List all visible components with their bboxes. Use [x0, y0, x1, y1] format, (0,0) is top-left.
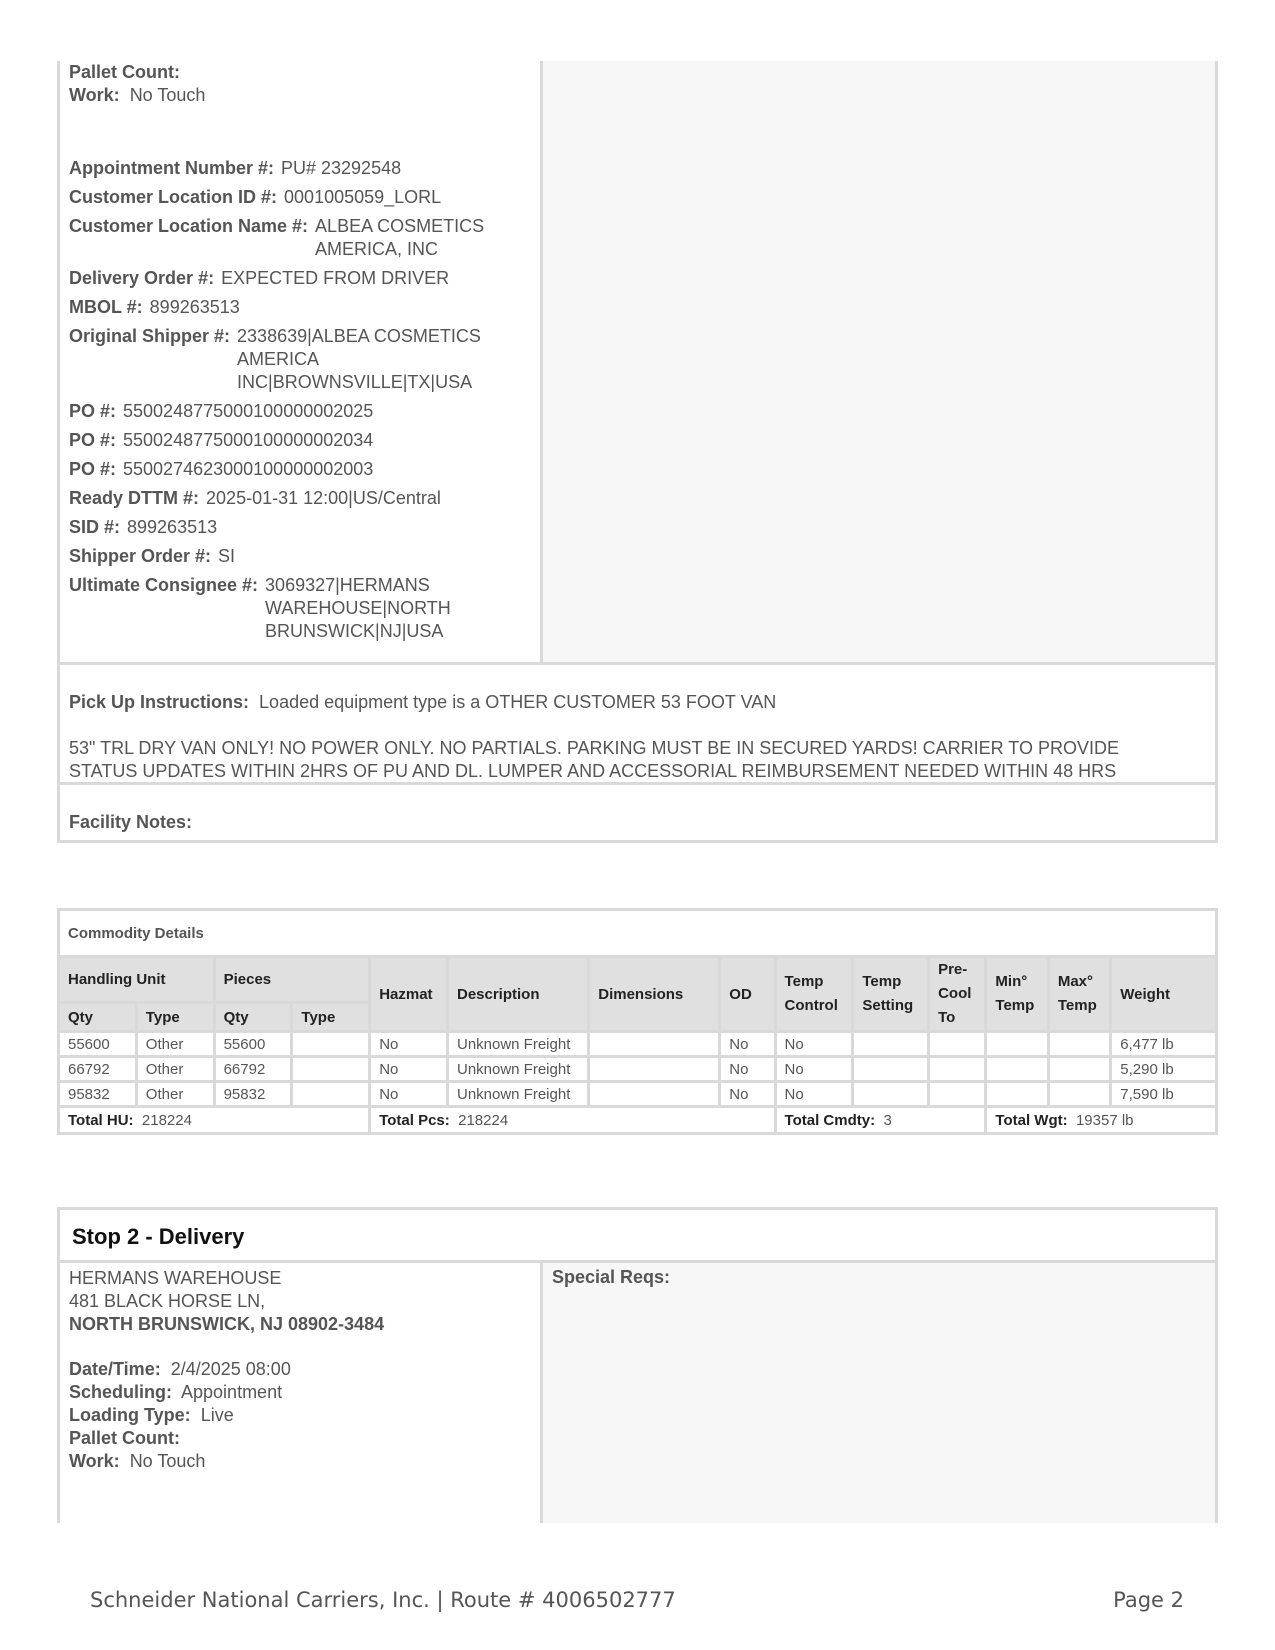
ref-row — [69, 516, 540, 539]
header-max-temp: Max° Temp — [1048, 957, 1110, 1032]
stop2-loading — [69, 1404, 540, 1427]
cell-temp-setting — [853, 1082, 929, 1107]
ref-value: 899263513 — [127, 517, 218, 537]
header-pre-cool: Pre-Cool To — [929, 957, 986, 1032]
cell-max-temp — [1048, 1082, 1110, 1107]
total-pcs — [370, 1107, 775, 1134]
pallet-count — [69, 61, 540, 84]
header-weight: Weight — [1111, 957, 1217, 1032]
ref-row — [69, 400, 540, 423]
ref-label: Ready DTTM #: — [69, 488, 200, 508]
totals-row — [59, 1107, 1217, 1134]
ref-row — [69, 545, 540, 568]
header-hu-qty: Qty — [59, 1003, 137, 1032]
header-hazmat: Hazmat — [370, 957, 448, 1032]
ref-row — [69, 487, 540, 510]
ref-label: Customer Location ID #: — [69, 187, 278, 207]
special-reqs-label: Special Reqs: — [552, 1267, 671, 1287]
cell-temp-control: No — [775, 1057, 853, 1082]
ref-label: Delivery Order #: — [69, 268, 215, 288]
commodity-table — [57, 908, 1218, 1135]
header-temp-control: Temp Control — [775, 957, 853, 1032]
ref-row — [69, 458, 540, 481]
stop2-pallet — [69, 1427, 540, 1450]
ref-row — [69, 267, 540, 290]
ref-label: SID #: — [69, 517, 121, 537]
cell-od: No — [720, 1082, 775, 1107]
stop2-section — [57, 1207, 1218, 1523]
stop2-title: Stop 2 - Delivery — [60, 1210, 1215, 1263]
cell-hu-type: Other — [136, 1032, 214, 1057]
work-value: No Touch — [129, 85, 206, 105]
ref-row — [69, 574, 540, 643]
table-row — [59, 1082, 1217, 1107]
total-pcs-label: Total Pcs: — [379, 1111, 450, 1129]
scheduling-label: Scheduling: — [69, 1382, 172, 1402]
facility-notes-label: Facility Notes: — [69, 812, 193, 832]
datetime-label: Date/Time: — [69, 1359, 161, 1379]
ref-label: PO #: — [69, 430, 117, 450]
cell-weight: 6,477 lb — [1111, 1032, 1217, 1057]
total-wgt — [986, 1107, 1217, 1134]
cell-od: No — [720, 1057, 775, 1082]
cell-max-temp — [1048, 1032, 1110, 1057]
ref-value: 5500248775000100000002034 — [123, 430, 374, 450]
total-hu-value: 218224 — [141, 1111, 192, 1129]
footer-text: Schneider National Carriers, Inc. | Route # 4006502777 — [90, 1588, 676, 1612]
ref-value: 550024877500010000000​2025 — [123, 401, 374, 421]
stop2-street: 481 BLACK HORSE LN, — [69, 1291, 266, 1311]
ref-label: Appointment Number #: — [69, 158, 274, 178]
cell-pc-qty: 66792 — [214, 1057, 292, 1082]
total-cmdty-value: 3 — [883, 1111, 892, 1129]
pickup-instructions — [60, 662, 1215, 785]
pickup-label: Pick Up Instructions: — [69, 692, 250, 712]
cell-description: Unknown Freight — [447, 1057, 588, 1082]
ref-label: Shipper Order #: — [69, 546, 212, 566]
table-row — [59, 1032, 1217, 1057]
cell-pre-cool — [929, 1057, 986, 1082]
header-dimensions: Dimensions — [589, 957, 720, 1032]
reference-list — [69, 157, 540, 643]
pickup-value: Loaded equipment type is a OTHER CUSTOMER 53 FOOT VAN — [259, 692, 777, 712]
cell-hu-type: Other — [136, 1057, 214, 1082]
cell-pc-qty: 95832 — [214, 1082, 292, 1107]
cell-dimensions — [589, 1032, 720, 1057]
ref-value: EXPECTED FROM DRIVER — [221, 268, 450, 288]
ref-label: MBOL #: — [69, 297, 143, 317]
pickup-line — [69, 691, 1206, 714]
ref-row — [69, 157, 540, 180]
stop2-work — [69, 1450, 540, 1473]
header-od: OD — [720, 957, 775, 1032]
header-description: Description — [447, 957, 588, 1032]
stop1-special-reqs-panel — [543, 61, 1215, 662]
stop2-city: NORTH BRUNSWICK, NJ 08902-3484 — [69, 1314, 385, 1334]
work — [69, 84, 540, 107]
pallet-count-label: Pallet Count: — [69, 62, 180, 82]
total-wgt-label: Total Wgt: — [995, 1111, 1068, 1129]
cell-min-temp — [986, 1057, 1048, 1082]
cell-hu-qty: 66792 — [59, 1057, 137, 1082]
cell-dimensions — [589, 1082, 720, 1107]
special-reqs-panel — [543, 1263, 1215, 1523]
cell-description: Unknown Freight — [447, 1082, 588, 1107]
stop2-details — [60, 1263, 543, 1523]
stop1-section — [57, 61, 1218, 843]
ref-value: 5500274623000100000002003 — [123, 459, 374, 479]
ref-value: 2338639|ALBEA COSMETICS AMERICA INC|BROWNSVILLE|TX|USA — [237, 326, 481, 392]
loading-value: Live — [200, 1405, 234, 1425]
ref-value: 3069327|HERMANS WAREHOUSE|NORTH BRUNSWICK|NJ|USA — [265, 575, 451, 641]
cell-od: No — [720, 1032, 775, 1057]
header-min-temp: Min° Temp — [986, 957, 1048, 1032]
cell-min-temp — [986, 1032, 1048, 1057]
header-handling-unit: Handling Unit — [59, 957, 215, 1003]
loading-label: Loading Type: — [69, 1405, 191, 1425]
cell-pc-type — [292, 1057, 370, 1082]
cell-max-temp — [1048, 1057, 1110, 1082]
cell-hazmat: No — [370, 1082, 448, 1107]
page-number: Page 2 — [1113, 1588, 1184, 1612]
ref-value: 2025-01-31 12:00|US/Central — [206, 488, 441, 508]
header-pieces: Pieces — [214, 957, 370, 1003]
stop2-work-label: Work: — [69, 1451, 120, 1471]
cell-temp-control: No — [775, 1082, 853, 1107]
ref-label: Original Shipper #: — [69, 326, 231, 346]
total-cmdty-label: Total Cmdty: — [784, 1111, 876, 1129]
cell-description: Unknown Freight — [447, 1032, 588, 1057]
ref-row — [69, 215, 540, 261]
ref-label: PO #: — [69, 401, 117, 421]
stop1-details — [60, 61, 543, 662]
cell-pre-cool — [929, 1082, 986, 1107]
ref-value: 899263513 — [149, 297, 240, 317]
cell-weight: 5,290 lb — [1111, 1057, 1217, 1082]
ref-row — [69, 186, 540, 209]
ref-value: SI — [218, 546, 236, 566]
ref-label: PO #: — [69, 459, 117, 479]
cell-min-temp — [986, 1082, 1048, 1107]
ref-row — [69, 325, 540, 394]
table-row — [59, 1057, 1217, 1082]
cell-hu-type: Other — [136, 1082, 214, 1107]
cell-weight: 7,590 lb — [1111, 1082, 1217, 1107]
datetime-value: 2/4/2025 08:00 — [170, 1359, 291, 1379]
pickup-notes: 53" TRL DRY VAN ONLY! NO POWER ONLY. NO PARTIALS. PARKING MUST BE IN SECURED YARDS! CARRIER TO PROVIDE STATUS UPDATES WITHIN 2HRS OF PU AND DL. LUMPER AND ACCESSORIAL REIMBURSEMENT NEEDED WITHIN 48 HRS — [69, 738, 1119, 781]
cell-pc-type — [292, 1082, 370, 1107]
header-temp-setting: Temp Setting — [853, 957, 929, 1032]
cell-hu-qty: 95832 — [59, 1082, 137, 1107]
cell-temp-setting — [853, 1032, 929, 1057]
total-hu — [59, 1107, 370, 1134]
ref-row — [69, 296, 540, 319]
cell-hazmat: No — [370, 1032, 448, 1057]
header-pc-qty: Qty — [214, 1003, 292, 1032]
ref-label: Customer Location Name #: — [69, 216, 309, 236]
total-pcs-value: 218224 — [458, 1111, 509, 1129]
ref-row — [69, 429, 540, 452]
cell-temp-setting — [853, 1057, 929, 1082]
commodity-title-cell — [59, 910, 1217, 957]
cell-hazmat: No — [370, 1057, 448, 1082]
ref-label: Ultimate Consignee #: — [69, 575, 259, 595]
ref-value: 0001005059_LORL — [284, 187, 442, 207]
cell-temp-control: No — [775, 1032, 853, 1057]
cell-pc-qty: 55600 — [214, 1032, 292, 1057]
stop2-work-value: No Touch — [129, 1451, 206, 1471]
cell-pre-cool — [929, 1032, 986, 1057]
header-hu-type: Type — [136, 1003, 214, 1032]
stop2-scheduling — [69, 1381, 540, 1404]
header-pc-type: Type — [292, 1003, 370, 1032]
total-cmdty — [775, 1107, 986, 1134]
total-wgt-value: 19357 lb — [1075, 1111, 1134, 1129]
ref-value: ALBEA COSMETICS AMERICA, INC — [315, 216, 485, 259]
work-label: Work: — [69, 85, 120, 105]
scheduling-value: Appointment — [181, 1382, 283, 1402]
facility-notes — [60, 785, 1215, 840]
cell-dimensions — [589, 1057, 720, 1082]
cell-pc-type — [292, 1032, 370, 1057]
total-hu-label: Total HU: — [68, 1111, 134, 1129]
ref-value: PU# 23292548 — [281, 158, 402, 178]
stop2-datetime — [69, 1358, 540, 1381]
cell-hu-qty: 55600 — [59, 1032, 137, 1057]
commodity-title: Commodity Details — [68, 924, 204, 942]
pallet-label: Pallet Count: — [69, 1428, 180, 1448]
stop2-name: HERMANS WAREHOUSE — [69, 1268, 282, 1288]
